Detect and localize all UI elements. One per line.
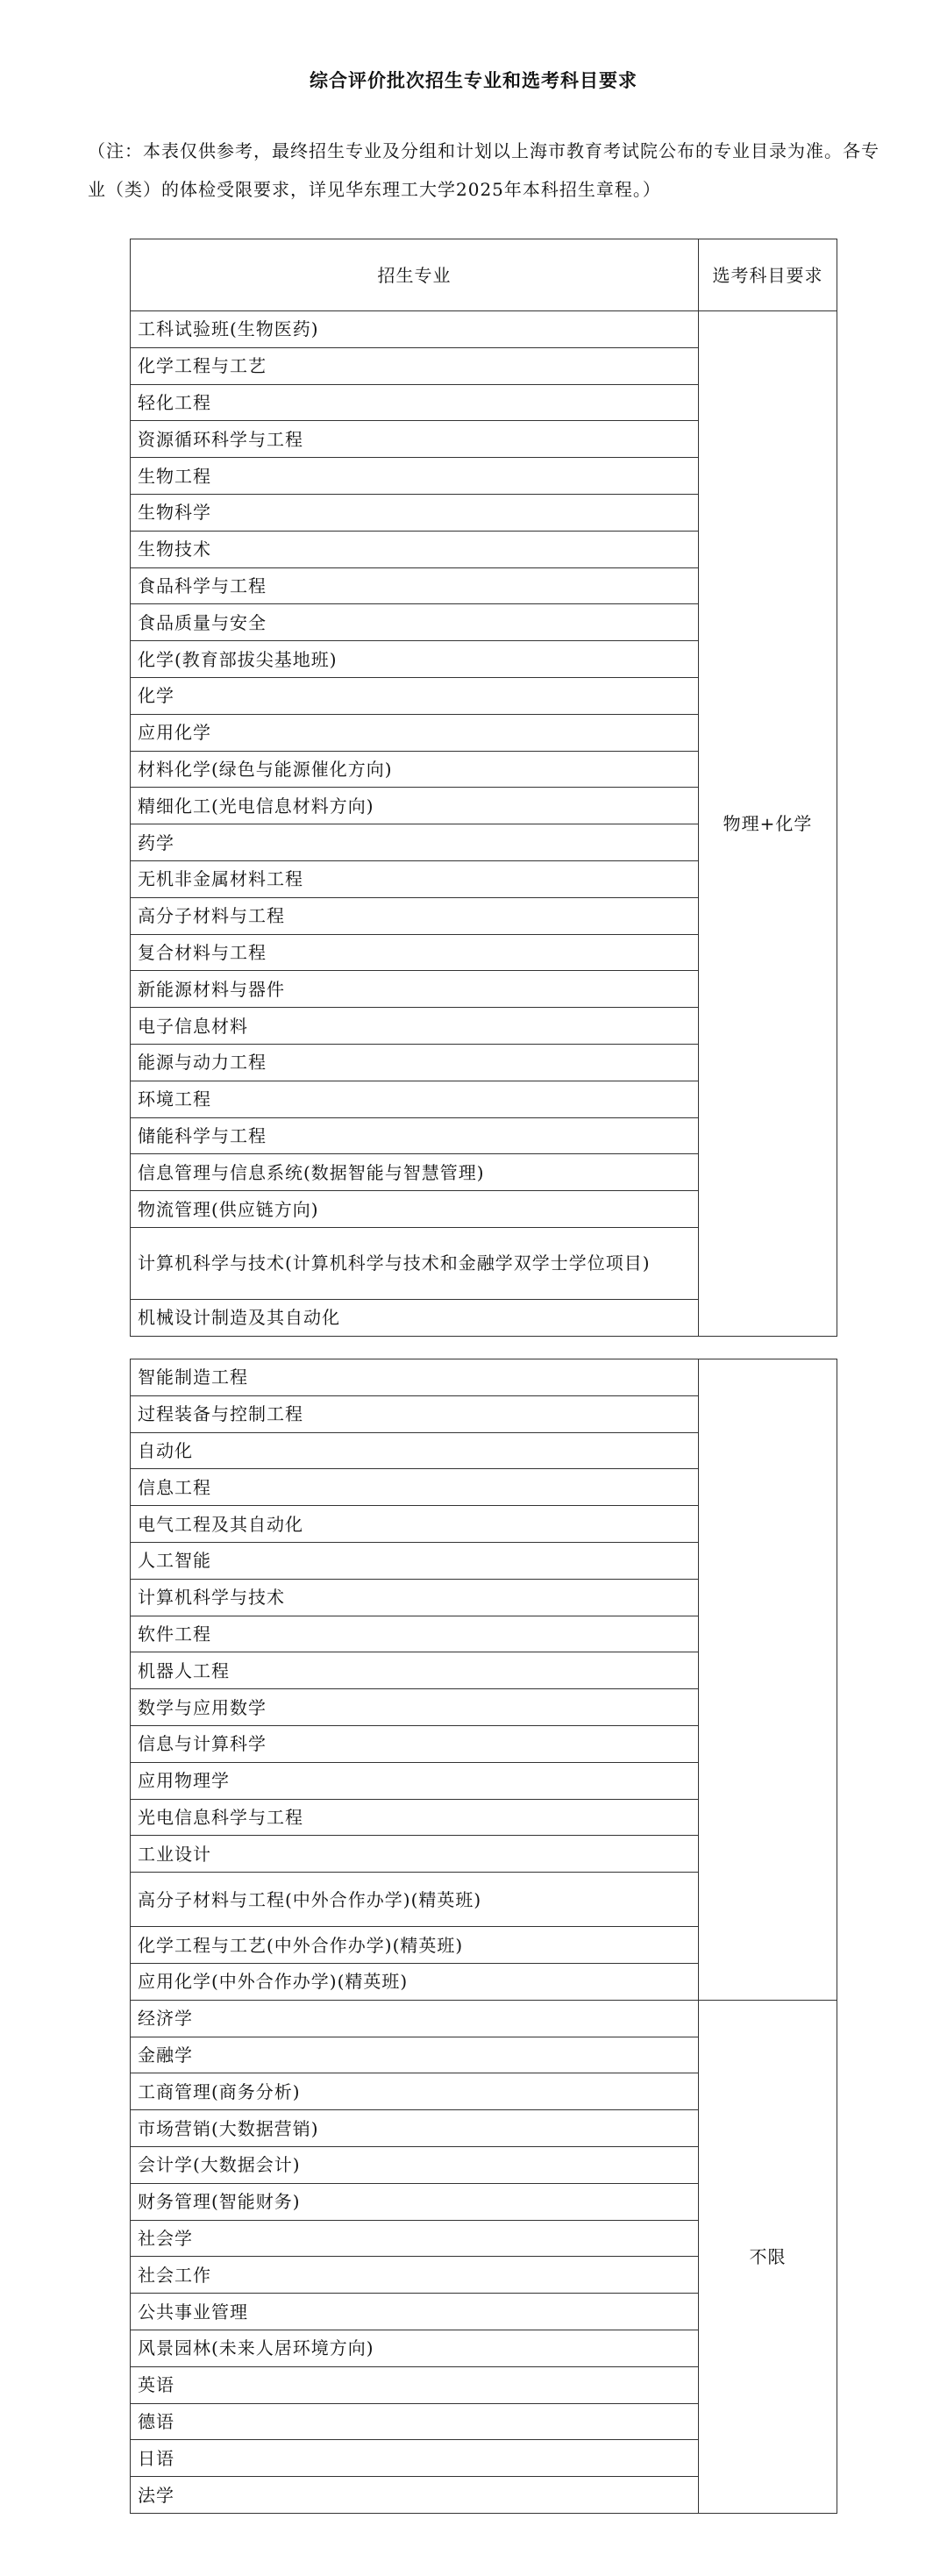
major-name: 化学 bbox=[131, 677, 699, 714]
major-name: 智能制造工程 bbox=[131, 1359, 699, 1396]
major-name: 会计学(大数据会计) bbox=[131, 2146, 699, 2183]
requirement-cell: 物理+化学 bbox=[699, 311, 837, 1337]
major-name: 金融学 bbox=[131, 2037, 699, 2073]
major-name: 英语 bbox=[131, 2366, 699, 2403]
major-name: 机器人工程 bbox=[131, 1652, 699, 1689]
major-name: 自动化 bbox=[131, 1432, 699, 1469]
majors-table-part2 bbox=[130, 1359, 837, 2514]
major-name: 软件工程 bbox=[131, 1616, 699, 1652]
page-title: 综合评价批次招生专业和选考科目要求 bbox=[310, 69, 637, 91]
table-row bbox=[131, 2000, 837, 2037]
major-name: 食品科学与工程 bbox=[131, 567, 699, 604]
major-name: 公共事业管理 bbox=[131, 2294, 699, 2330]
major-name: 风景园林(未来人居环境方向) bbox=[131, 2330, 699, 2366]
major-name: 计算机科学与技术 bbox=[131, 1579, 699, 1616]
major-name: 机械设计制造及其自动化 bbox=[131, 1299, 699, 1336]
major-name: 法学 bbox=[131, 2477, 699, 2514]
major-name: 精细化工(光电信息材料方向) bbox=[131, 788, 699, 824]
header-requirement: 选考科目要求 bbox=[699, 239, 837, 311]
major-name: 化学工程与工艺 bbox=[131, 347, 699, 384]
majors-table-part1 bbox=[130, 239, 837, 1337]
major-name: 日语 bbox=[131, 2440, 699, 2477]
major-name: 生物技术 bbox=[131, 531, 699, 567]
major-name: 工商管理(商务分析) bbox=[131, 2073, 699, 2110]
major-name: 计算机科学与技术(计算机科学与技术和金融学双学士学位项目) bbox=[131, 1227, 699, 1299]
major-name: 信息与计算科学 bbox=[131, 1725, 699, 1762]
header-major: 招生专业 bbox=[131, 239, 699, 311]
major-name: 德语 bbox=[131, 2403, 699, 2440]
requirement-cell: 不限 bbox=[699, 2000, 837, 2513]
table-row bbox=[131, 311, 837, 348]
major-name: 化学(教育部拔尖基地班) bbox=[131, 641, 699, 678]
major-name: 工科试验班(生物医药) bbox=[131, 311, 699, 348]
major-name: 材料化学(绿色与能源催化方向) bbox=[131, 751, 699, 788]
major-name: 市场营销(大数据营销) bbox=[131, 2110, 699, 2147]
major-name: 高分子材料与工程(中外合作办学)(精英班) bbox=[131, 1873, 699, 1927]
major-name: 光电信息科学与工程 bbox=[131, 1799, 699, 1836]
major-name: 信息工程 bbox=[131, 1469, 699, 1506]
major-name: 过程装备与控制工程 bbox=[131, 1395, 699, 1432]
major-name: 能源与动力工程 bbox=[131, 1044, 699, 1081]
major-name: 电气工程及其自动化 bbox=[131, 1506, 699, 1543]
major-name: 财务管理(智能财务) bbox=[131, 2183, 699, 2220]
major-name: 工业设计 bbox=[131, 1836, 699, 1873]
major-name: 生物科学 bbox=[131, 494, 699, 531]
major-name: 生物工程 bbox=[131, 458, 699, 495]
major-name: 复合材料与工程 bbox=[131, 934, 699, 971]
major-name: 电子信息材料 bbox=[131, 1008, 699, 1045]
major-name: 资源循环科学与工程 bbox=[131, 421, 699, 458]
major-name: 信息管理与信息系统(数据智能与智慧管理) bbox=[131, 1154, 699, 1191]
major-name: 应用化学 bbox=[131, 714, 699, 751]
major-name: 食品质量与安全 bbox=[131, 604, 699, 641]
major-name: 储能科学与工程 bbox=[131, 1117, 699, 1154]
major-name: 经济学 bbox=[131, 2000, 699, 2037]
note-paragraph: （注：本表仅供参考，最终招生专业及分组和计划以上海市教育考试院公布的专业目录为准。各专业（类）的体检受限要求，详见华东理工大学2025年本科招生章程。） bbox=[88, 140, 879, 200]
major-name: 社会学 bbox=[131, 2220, 699, 2257]
table-row bbox=[131, 1359, 837, 1396]
major-name: 轻化工程 bbox=[131, 384, 699, 421]
major-name: 药学 bbox=[131, 824, 699, 861]
major-name: 社会工作 bbox=[131, 2257, 699, 2294]
requirement-cell-continued bbox=[699, 1359, 837, 2001]
major-name: 环境工程 bbox=[131, 1081, 699, 1117]
major-name: 化学工程与工艺(中外合作办学)(精英班) bbox=[131, 1927, 699, 1964]
major-name: 数学与应用数学 bbox=[131, 1689, 699, 1726]
major-name: 应用物理学 bbox=[131, 1762, 699, 1799]
major-name: 无机非金属材料工程 bbox=[131, 860, 699, 897]
major-name: 人工智能 bbox=[131, 1542, 699, 1579]
major-name: 新能源材料与器件 bbox=[131, 971, 699, 1008]
major-name: 高分子材料与工程 bbox=[131, 897, 699, 934]
major-name: 物流管理(供应链方向) bbox=[131, 1191, 699, 1228]
major-name: 应用化学(中外合作办学)(精英班) bbox=[131, 1963, 699, 2000]
